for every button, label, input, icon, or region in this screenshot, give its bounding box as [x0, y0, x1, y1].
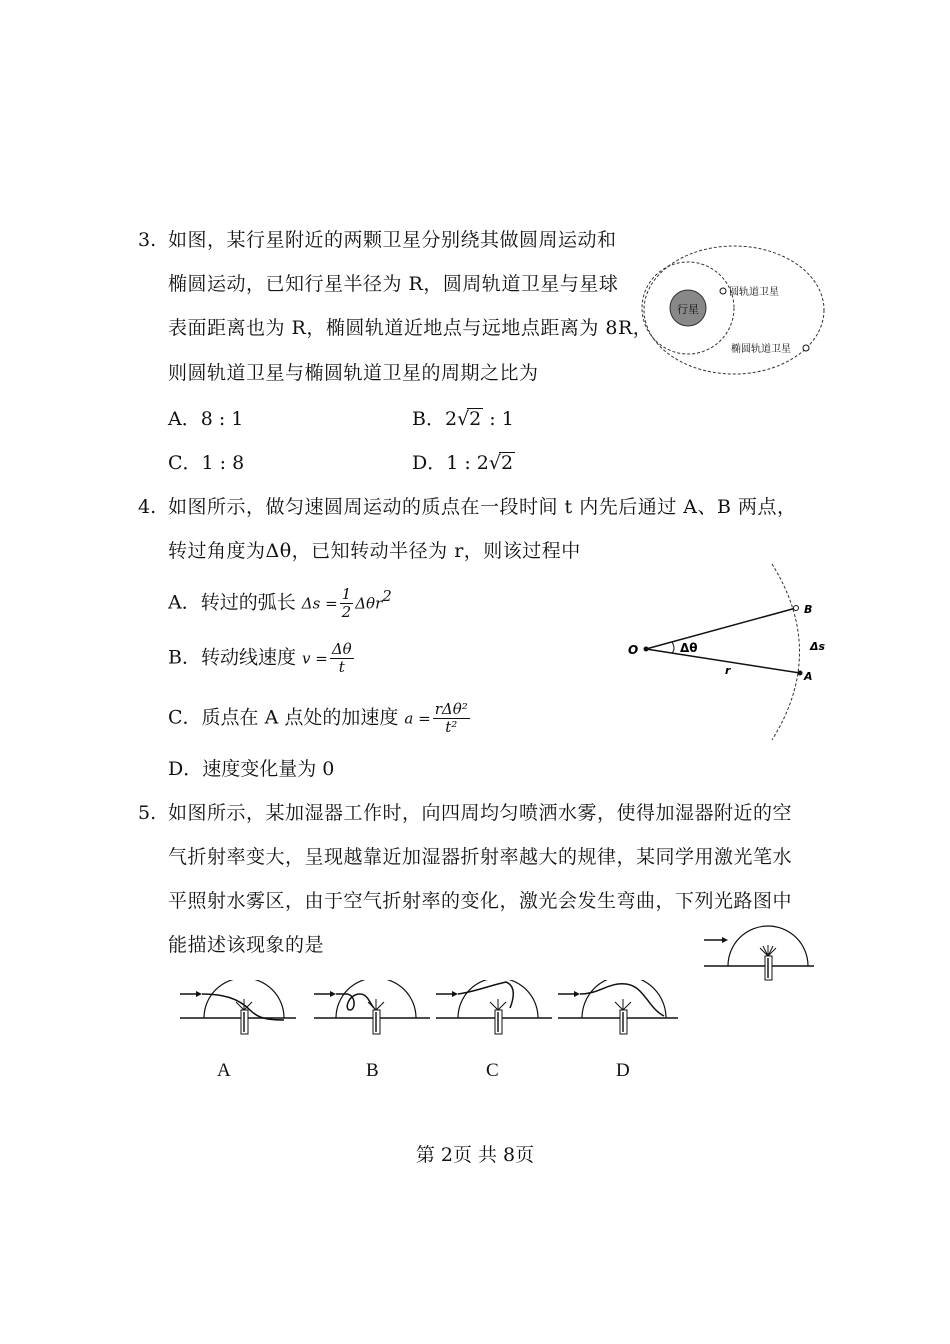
q3-option-c[interactable]	[168, 451, 244, 475]
q5-choice-a-figure[interactable]	[178, 980, 298, 1042]
q5-choice-c-figure[interactable]	[434, 980, 554, 1042]
q4-line-1: 如图所示，做匀速圆周运动的质点在一段时间 t 内先后通过 A、B 两点，	[168, 496, 797, 518]
q4-option-a[interactable]	[168, 584, 392, 621]
formula-lhs: a =	[404, 709, 431, 728]
sqrt-sign: √	[457, 408, 470, 430]
q3-line-3: 表面距离也为 R，椭圆轨道近地点与远地点距离为 8R，	[168, 317, 653, 339]
q5-line-2: 气折射率变大，呈现越靠近加湿器折射率越大的规律，某同学用激光笔水	[168, 846, 793, 868]
label-o: O	[628, 643, 639, 657]
planet-label: 行星	[677, 303, 699, 316]
page-footer: 第 2页 共 8页	[415, 1144, 535, 1166]
q3-option-a[interactable]	[168, 407, 243, 431]
option-text: 转过的弧长	[200, 591, 296, 614]
q5-line-4: 能描述该现象的是	[168, 934, 325, 956]
q3-option-d[interactable]	[412, 451, 515, 475]
radicand: 2	[469, 408, 482, 430]
option-label: C．	[168, 452, 202, 474]
q4-option-c[interactable]	[168, 701, 472, 736]
sqrt-sign: √	[488, 452, 502, 474]
q5-number: 5.	[138, 802, 157, 824]
label-a: A	[804, 670, 813, 683]
circular-satellite	[720, 288, 726, 294]
q4-option-d[interactable]	[168, 757, 334, 781]
q3-line-2: 椭圆运动，已知行星半径为 R，圆周轨道卫星与星球	[168, 273, 619, 295]
q3-number: 3.	[138, 229, 157, 251]
q4-arc-figure	[622, 560, 832, 745]
option-text: : 1	[483, 408, 514, 430]
angle-arc	[672, 642, 674, 653]
q5-line-1: 如图所示，某加湿器工作时，向四周均匀喷洒水雾，使得加湿器附近的空	[168, 802, 793, 824]
option-text: 2	[444, 408, 458, 430]
q3-orbit-figure	[640, 240, 830, 380]
label-dtheta: Δθ	[680, 641, 698, 655]
q3-line-4: 则圆轨道卫星与椭圆轨道卫星的周期之比为	[168, 362, 539, 384]
radius-oa	[646, 649, 800, 673]
q5-choice-b-label: B	[366, 1060, 379, 1081]
formula-rhs: Δθr	[355, 594, 383, 613]
center-point	[644, 647, 649, 652]
q4-line-2: 转过角度为Δθ，已知转动半径为 r，则该过程中	[168, 540, 581, 562]
formula-lhs: Δs =	[301, 594, 338, 613]
q5-choice-d-label: D	[616, 1060, 630, 1081]
formula-fraction: $\frac{\text{rΔθ²}}{\text{t²}}$	[434, 700, 468, 736]
circular-satellite-label: 圆轨道卫星	[729, 287, 779, 298]
q3-line-1: 如图，某行星附近的两颗卫星分别绕其做圆周运动和	[168, 229, 617, 251]
q3-option-b[interactable]	[412, 407, 514, 431]
formula-exponent: 2	[382, 587, 392, 605]
q5-reference-figure	[700, 918, 818, 988]
formula-fraction: $\frac{\Delta\theta}{t}$	[331, 640, 352, 676]
q5-choice-d-figure[interactable]	[556, 980, 680, 1042]
label-r: r	[725, 664, 731, 677]
label-ds: Δs	[810, 640, 826, 653]
q5-line-3: 平照射水雾区，由于空气折射率的变化，激光会发生弯曲，下列光路图中	[168, 890, 793, 912]
q5-choice-a-label: A	[217, 1060, 231, 1081]
point-a	[798, 671, 803, 676]
formula-fraction: $\frac{1}{2}$	[341, 584, 352, 621]
q4-option-b[interactable]	[168, 641, 356, 676]
option-text: 1 : 2	[446, 452, 489, 474]
elliptical-satellite-label: 椭圆轨道卫星	[731, 344, 791, 355]
option-label: D．	[412, 452, 447, 474]
radius-ob	[646, 608, 796, 649]
option-text: 8 : 1	[200, 408, 244, 430]
option-label: D．	[168, 758, 203, 780]
option-text: 质点在 A 点处的加速度	[201, 706, 399, 729]
point-b	[794, 606, 799, 611]
dashed-arc	[772, 564, 800, 740]
option-text: 转动线速度	[200, 646, 296, 669]
elliptical-satellite	[803, 345, 809, 351]
formula-lhs: v =	[302, 649, 328, 668]
option-label: C．	[168, 706, 202, 729]
option-label: A．	[168, 591, 201, 614]
radicand: 2	[501, 452, 514, 474]
q4-number: 4.	[138, 496, 157, 518]
label-b: B	[804, 603, 813, 616]
option-label: A．	[168, 408, 201, 430]
q5-choice-c-label: C	[486, 1060, 499, 1081]
option-text: 1 : 8	[201, 452, 245, 474]
option-label: B．	[168, 646, 201, 669]
option-label: B．	[412, 408, 445, 430]
option-text: 速度变化量为 0	[202, 758, 335, 780]
q5-choice-b-figure[interactable]	[312, 980, 432, 1042]
